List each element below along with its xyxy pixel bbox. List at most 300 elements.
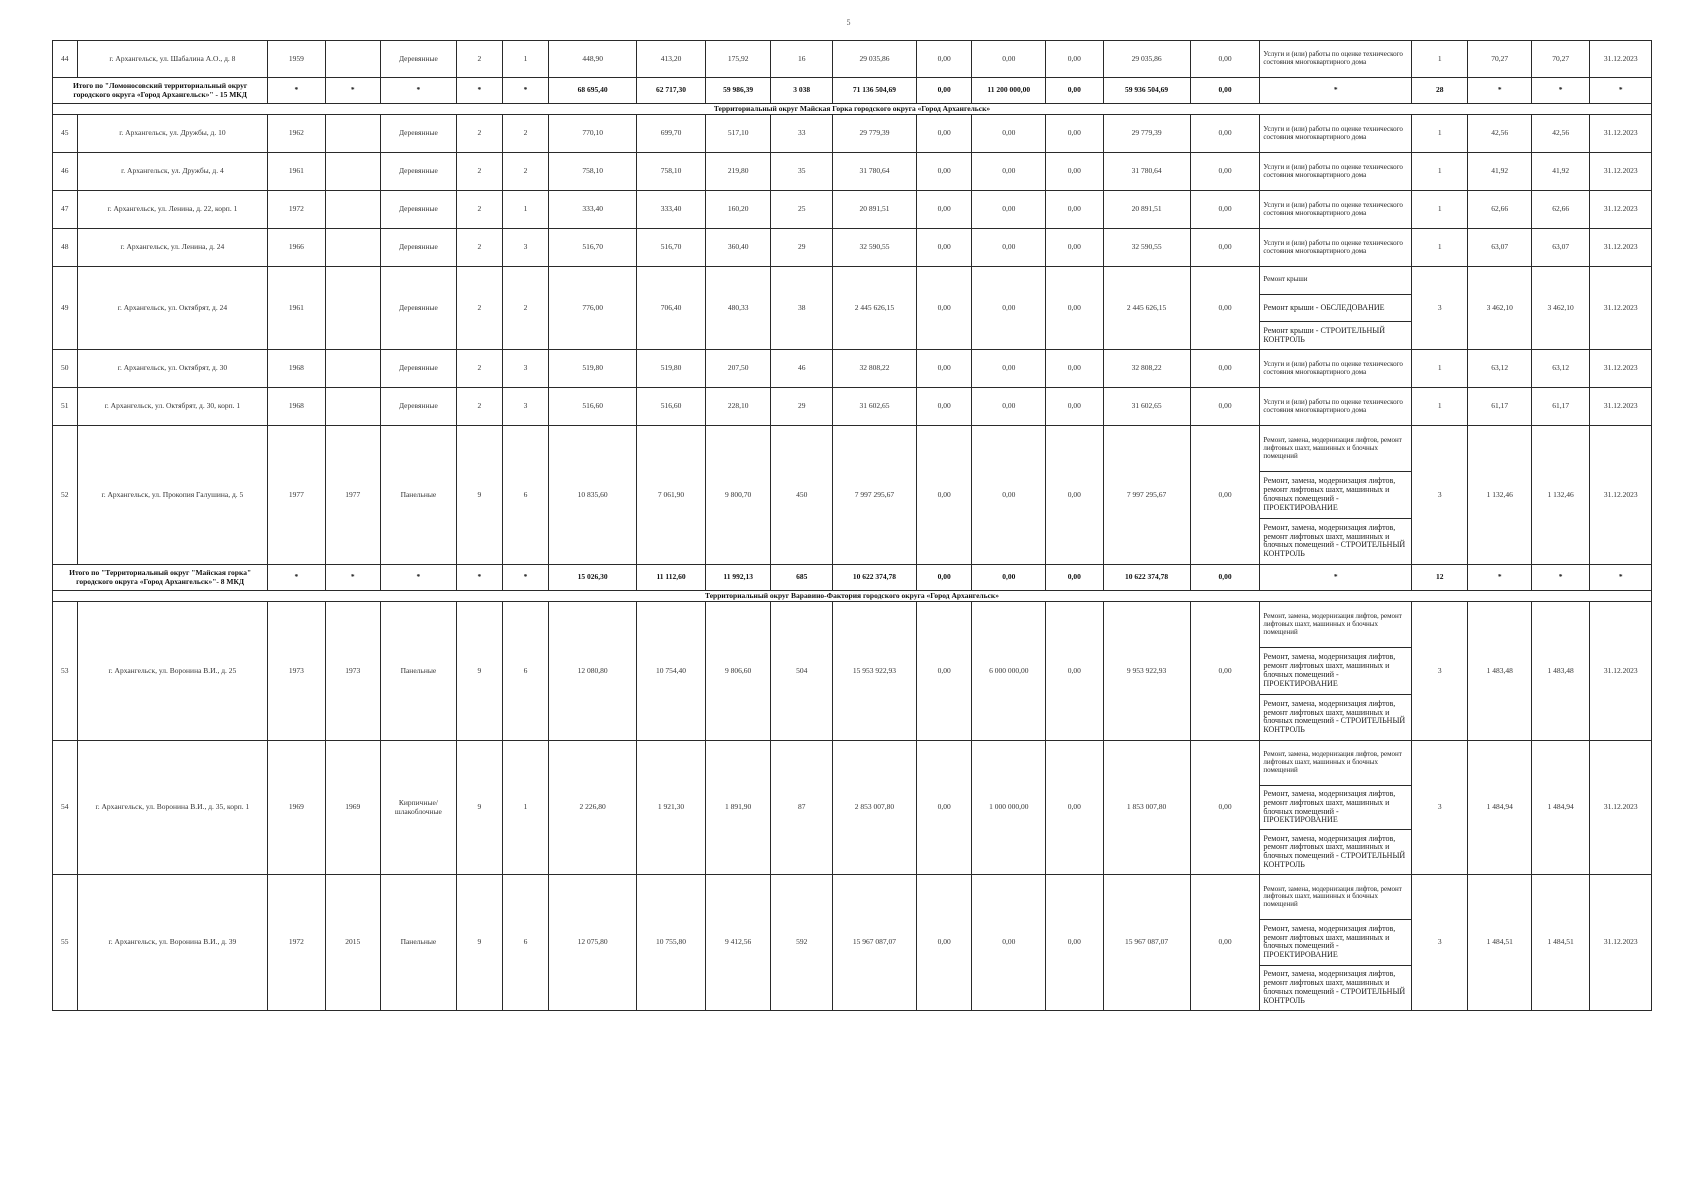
- work-item: Ремонт, замена, модернизация лифтов, ремонт лифтовых шахт, машинных и блочных помещений: [1263, 884, 1402, 908]
- cell-area-living: 758,10: [637, 153, 706, 191]
- table-body: [53, 41, 1652, 1011]
- cell-addr: г. Архангельск, ул. Шабалина А.О., д. 8: [77, 41, 268, 78]
- cell-cost-sqm: 63,07: [1468, 229, 1532, 267]
- cell-area-common: 480,33: [705, 267, 771, 350]
- cell-addr: г. Архангельск, ул. Воронина В.И., д. 35, корп. 1: [77, 741, 268, 875]
- cell-c-reg: 0,00: [972, 153, 1046, 191]
- work-item: Ремонт, замена, модернизация лифтов, ремонт лифтовых шахт, машинных и блочных помещений - СТРОИТЕЛЬНЫЙ КОНТРОЛЬ: [1260, 518, 1411, 564]
- subtotal-residents: 685: [771, 565, 833, 591]
- cell-floors: 2: [456, 191, 502, 229]
- cell-area-total: 770,10: [549, 115, 637, 153]
- work-item: Ремонт, замена, модернизация лифтов, ремонт лифтовых шахт, машинных и блочных помещений - СТРОИТЕЛЬНЫЙ КОНТРОЛЬ: [1260, 965, 1411, 1010]
- subtotal-c-mun: 0,00: [1046, 565, 1103, 591]
- cell-area-common: 228,10: [705, 388, 771, 426]
- cell-cost-sqm: 62,66: [1468, 191, 1532, 229]
- subtotal-c-fed: 0,00: [917, 565, 972, 591]
- cell-cost-total: 29 035,86: [832, 41, 916, 78]
- cell-area-living: 413,20: [637, 41, 706, 78]
- subtotal-cost-total: 10 622 374,78: [832, 565, 916, 591]
- cell-material: Деревянные: [380, 388, 456, 426]
- table-row: [53, 602, 1652, 741]
- cell-works-count: 1: [1412, 115, 1468, 153]
- cell-limit-sqm: 42,56: [1531, 115, 1589, 153]
- cell-works-count: 1: [1412, 41, 1468, 78]
- placeholder-cell: *: [456, 565, 502, 591]
- cell-deadline: 31.12.2023: [1590, 602, 1652, 741]
- cell-cost-sqm: 63,12: [1468, 350, 1532, 388]
- subtotal-works-count: 12: [1412, 565, 1468, 591]
- cell-addr: г. Архангельск, ул. Ленина, д. 24: [77, 229, 268, 267]
- work-item: Услуги и (или) работы по оценке технического состояния многоквартирного дома: [1263, 200, 1403, 217]
- cell-limit-sqm: 1 483,48: [1531, 602, 1589, 741]
- cell-floors: 2: [456, 388, 502, 426]
- work-item: Услуги и (или) работы по оценке технического состояния многоквартирного дома: [1263, 162, 1403, 179]
- cell-c-fed: 0,00: [917, 388, 972, 426]
- cell-area-total: 519,80: [549, 350, 637, 388]
- cell-no: 51: [53, 388, 78, 426]
- cell-works-count: 1: [1412, 350, 1468, 388]
- cell-cost-sqm: 3 462,10: [1468, 267, 1532, 350]
- work-item: Ремонт крыши - ОБСЛЕДОВАНИЕ: [1260, 294, 1411, 322]
- cell-addr: г. Архангельск, ул. Октябрят, д. 30, корп. 1: [77, 388, 268, 426]
- cell-year-built: 1961: [268, 267, 325, 350]
- cell-cost-total: 15 953 922,93: [832, 602, 916, 741]
- cell-c-mun: 0,00: [1046, 426, 1103, 565]
- cell-limit-sqm: 70,27: [1531, 41, 1589, 78]
- cell-c-fed: 0,00: [917, 741, 972, 875]
- cell-works-count: 1: [1412, 388, 1468, 426]
- placeholder-cell: *: [502, 565, 548, 591]
- cell-year-built: 1977: [268, 426, 325, 565]
- cell-floors: 9: [456, 602, 502, 741]
- cell-year-recon: [325, 388, 380, 426]
- cell-limit-sqm: 63,07: [1531, 229, 1589, 267]
- cell-works-count: 3: [1412, 426, 1468, 565]
- work-item: Ремонт, замена, модернизация лифтов, ремонт лифтовых шахт, машинных и блочных помещений - СТРОИТЕЛЬНЫЙ КОНТРОЛЬ: [1260, 694, 1411, 740]
- cell-c-own: 29 779,39: [1103, 115, 1190, 153]
- cell-area-common: 9 800,70: [705, 426, 771, 565]
- placeholder-cell: *: [380, 565, 456, 591]
- cell-limit-sqm: 1 484,51: [1531, 875, 1589, 1011]
- cell-cost-sqm: 1 484,51: [1468, 875, 1532, 1011]
- cell-area-living: 1 921,30: [637, 741, 706, 875]
- cell-floors: 9: [456, 875, 502, 1011]
- cell-no: 55: [53, 875, 78, 1011]
- cell-area-living: 333,40: [637, 191, 706, 229]
- cell-works: [1260, 153, 1412, 191]
- work-item: Услуги и (или) работы по оценке технического состояния многоквартирного дома: [1263, 397, 1403, 414]
- table-row: [53, 267, 1652, 350]
- subtotal-c-reg: 0,00: [972, 565, 1046, 591]
- cell-c-mun: 0,00: [1046, 875, 1103, 1011]
- subtotal-c-fed: 0,00: [917, 78, 972, 104]
- cell-works: [1260, 115, 1412, 153]
- cell-deadline: 31.12.2023: [1590, 41, 1652, 78]
- cell-c-fed: 0,00: [917, 350, 972, 388]
- cell-c-mun: 0,00: [1046, 229, 1103, 267]
- subtotal-area-common: 59 986,39: [705, 78, 771, 104]
- placeholder-cell: *: [1260, 565, 1412, 591]
- cell-year-recon: [325, 115, 380, 153]
- cell-no: 53: [53, 602, 78, 741]
- table-row: [53, 153, 1652, 191]
- cell-c-own: 9 953 922,93: [1103, 602, 1190, 741]
- cell-c-fed: 0,00: [917, 875, 972, 1011]
- cell-no: 48: [53, 229, 78, 267]
- cell-works: [1260, 875, 1412, 1011]
- cell-year-built: 1959: [268, 41, 325, 78]
- cell-area-total: 516,60: [549, 388, 637, 426]
- table-row: [53, 388, 1652, 426]
- subtotal-label: Итого по "Территориальный округ "Майская горка" городского округа «Город Архангельск»"- 8 МКД: [53, 565, 268, 591]
- cell-addr: г. Архангельск, ул. Ленина, д. 22, корп. 1: [77, 191, 268, 229]
- cell-c-reg: 6 000 000,00: [972, 602, 1046, 741]
- cell-floors: 2: [456, 350, 502, 388]
- subtotal-row: [53, 78, 1652, 104]
- subtotal-area-total: 15 026,30: [549, 565, 637, 591]
- cell-c-reg: 0,00: [972, 350, 1046, 388]
- cell-residents: 450: [771, 426, 833, 565]
- cell-area-total: 516,70: [549, 229, 637, 267]
- cell-area-total: 12 080,80: [549, 602, 637, 741]
- cell-no: 45: [53, 115, 78, 153]
- work-item: Услуги и (или) работы по оценке технического состояния многоквартирного дома: [1263, 124, 1403, 141]
- cell-cost-sqm: 42,56: [1468, 115, 1532, 153]
- cell-c-reg: 0,00: [972, 115, 1046, 153]
- cell-c-reg: 0,00: [972, 267, 1046, 350]
- cell-area-total: 448,90: [549, 41, 637, 78]
- cell-cost-total: 20 891,51: [832, 191, 916, 229]
- cell-year-recon: [325, 153, 380, 191]
- subtotal-cost-total: 71 136 504,69: [832, 78, 916, 104]
- cell-area-total: 10 835,60: [549, 426, 637, 565]
- table-row: [53, 875, 1652, 1011]
- cell-year-built: 1973: [268, 602, 325, 741]
- cell-area-living: 519,80: [637, 350, 706, 388]
- cell-material: Деревянные: [380, 153, 456, 191]
- cell-works: [1260, 350, 1412, 388]
- cell-floors: 2: [456, 41, 502, 78]
- cell-works: [1260, 741, 1412, 875]
- cell-c-fed: 0,00: [917, 191, 972, 229]
- cell-area-living: 706,40: [637, 267, 706, 350]
- subtotal-label: Итого по "Ломоносовский территориальный округ городского округа «Город Архангельск»" - 15 МКД: [53, 78, 268, 104]
- cell-residents: 16: [771, 41, 833, 78]
- placeholder-cell: *: [268, 565, 325, 591]
- cell-residents: 35: [771, 153, 833, 191]
- cell-cost-sqm: 1 483,48: [1468, 602, 1532, 741]
- placeholder-cell: *: [1260, 78, 1412, 104]
- cell-limit-sqm: 62,66: [1531, 191, 1589, 229]
- cell-addr: г. Архангельск, ул. Октябрят, д. 30: [77, 350, 268, 388]
- cell-material: Панельные: [380, 602, 456, 741]
- cell-area-common: 1 891,90: [705, 741, 771, 875]
- cell-cost-total: 15 967 087,07: [832, 875, 916, 1011]
- cell-c-own: 31 780,64: [1103, 153, 1190, 191]
- work-item: Ремонт, замена, модернизация лифтов, ремонт лифтовых шахт, машинных и блочных помещений: [1263, 436, 1402, 460]
- cell-works-count: 3: [1412, 267, 1468, 350]
- cell-no: 49: [53, 267, 78, 350]
- cell-year-built: 1972: [268, 875, 325, 1011]
- cell-c-reg: 0,00: [972, 388, 1046, 426]
- cell-material: Панельные: [380, 426, 456, 565]
- cell-residents: 38: [771, 267, 833, 350]
- work-item: Услуги и (или) работы по оценке технического состояния многоквартирного дома: [1263, 50, 1403, 66]
- cell-limit-sqm: 1 484,94: [1531, 741, 1589, 875]
- subtotal-area-living: 11 112,60: [637, 565, 706, 591]
- cell-c-mun: 0,00: [1046, 741, 1103, 875]
- section-title: Территориальный округ Майская Горка городского округа «Город Архангельск»: [53, 104, 1652, 115]
- cell-works-count: 3: [1412, 875, 1468, 1011]
- cell-residents: 46: [771, 350, 833, 388]
- subtotal-c-mun: 0,00: [1046, 78, 1103, 104]
- cell-entrances: 3: [502, 229, 548, 267]
- cell-c-mun: 0,00: [1046, 191, 1103, 229]
- cell-area-common: 9 806,60: [705, 602, 771, 741]
- work-item: Услуги и (или) работы по оценке технического состояния многоквартирного дома: [1263, 238, 1403, 255]
- cell-area-common: 160,20: [705, 191, 771, 229]
- cell-cost-total: 31 602,65: [832, 388, 916, 426]
- cell-cost-total: 7 997 295,67: [832, 426, 916, 565]
- cell-area-total: 12 075,80: [549, 875, 637, 1011]
- cell-entrances: 2: [502, 153, 548, 191]
- cell-floors: 9: [456, 426, 502, 565]
- cell-c-fed: 0,00: [917, 267, 972, 350]
- cell-year-recon: 2015: [325, 875, 380, 1011]
- cell-c-own: 1 853 007,80: [1103, 741, 1190, 875]
- cell-addr: г. Архангельск, ул. Дружбы, д. 10: [77, 115, 268, 153]
- section-header-row: [53, 104, 1652, 115]
- cell-area-common: 9 412,56: [705, 875, 771, 1011]
- cell-deadline: 31.12.2023: [1590, 153, 1652, 191]
- cell-no: 50: [53, 350, 78, 388]
- cell-deadline: 31.12.2023: [1590, 229, 1652, 267]
- subtotal-c-reg: 11 200 000,00: [972, 78, 1046, 104]
- cell-cost-total: 32 590,55: [832, 229, 916, 267]
- cell-entrances: 3: [502, 388, 548, 426]
- cell-year-recon: [325, 350, 380, 388]
- placeholder-cell: *: [1531, 78, 1589, 104]
- cell-limit-sqm: 3 462,10: [1531, 267, 1589, 350]
- section-title: Территориальный округ Варавино-Фактория городского округа «Город Архангельск»: [53, 591, 1652, 602]
- cell-material: Деревянные: [380, 229, 456, 267]
- cell-c-fed: 0,00: [917, 602, 972, 741]
- cell-c-own: 31 602,65: [1103, 388, 1190, 426]
- cell-material: Деревянные: [380, 267, 456, 350]
- cell-deadline: 31.12.2023: [1590, 350, 1652, 388]
- cell-entrances: 2: [502, 115, 548, 153]
- cell-year-built: 1968: [268, 388, 325, 426]
- cell-c-own: 7 997 295,67: [1103, 426, 1190, 565]
- cell-cost-total: 32 808,22: [832, 350, 916, 388]
- cell-no: 46: [53, 153, 78, 191]
- table-row: [53, 191, 1652, 229]
- cell-works-count: 1: [1412, 229, 1468, 267]
- cell-year-built: 1966: [268, 229, 325, 267]
- cell-works: [1260, 267, 1412, 350]
- cell-c-other: 0,00: [1190, 426, 1260, 565]
- cell-material: Деревянные: [380, 115, 456, 153]
- cell-area-common: 219,80: [705, 153, 771, 191]
- cell-residents: 33: [771, 115, 833, 153]
- table-row: [53, 41, 1652, 78]
- cell-c-own: 15 967 087,07: [1103, 875, 1190, 1011]
- cell-works: [1260, 426, 1412, 565]
- cell-material: Панельные: [380, 875, 456, 1011]
- cell-c-other: 0,00: [1190, 388, 1260, 426]
- cell-area-common: 360,40: [705, 229, 771, 267]
- cell-area-living: 7 061,90: [637, 426, 706, 565]
- cell-deadline: 31.12.2023: [1590, 267, 1652, 350]
- cell-area-living: 516,60: [637, 388, 706, 426]
- cell-area-living: 516,70: [637, 229, 706, 267]
- cell-material: Деревянные: [380, 41, 456, 78]
- cell-floors: 2: [456, 229, 502, 267]
- cell-area-total: 333,40: [549, 191, 637, 229]
- cell-limit-sqm: 61,17: [1531, 388, 1589, 426]
- cell-works-count: 3: [1412, 602, 1468, 741]
- cell-c-other: 0,00: [1190, 41, 1260, 78]
- cell-no: 47: [53, 191, 78, 229]
- placeholder-cell: *: [1590, 565, 1652, 591]
- cell-c-mun: 0,00: [1046, 602, 1103, 741]
- cell-deadline: 31.12.2023: [1590, 875, 1652, 1011]
- cell-year-recon: [325, 191, 380, 229]
- cell-year-recon: 1973: [325, 602, 380, 741]
- cell-entrances: 6: [502, 602, 548, 741]
- cell-c-mun: 0,00: [1046, 41, 1103, 78]
- cell-year-recon: [325, 229, 380, 267]
- cell-residents: 25: [771, 191, 833, 229]
- cell-year-recon: [325, 267, 380, 350]
- section-header-row: [53, 591, 1652, 602]
- cell-limit-sqm: 63,12: [1531, 350, 1589, 388]
- cell-material: Деревянные: [380, 350, 456, 388]
- cell-year-built: 1968: [268, 350, 325, 388]
- cell-floors: 2: [456, 115, 502, 153]
- cell-c-other: 0,00: [1190, 350, 1260, 388]
- cell-year-built: 1972: [268, 191, 325, 229]
- cell-works-count: 1: [1412, 153, 1468, 191]
- cell-works: [1260, 41, 1412, 78]
- cell-area-common: 517,10: [705, 115, 771, 153]
- work-item: Ремонт, замена, модернизация лифтов, ремонт лифтовых шахт, машинных и блочных помещений - ПРОЕКТИРОВАНИЕ: [1260, 919, 1411, 964]
- placeholder-cell: *: [325, 565, 380, 591]
- cell-c-fed: 0,00: [917, 426, 972, 565]
- cell-deadline: 31.12.2023: [1590, 741, 1652, 875]
- cell-entrances: 1: [502, 741, 548, 875]
- cell-c-mun: 0,00: [1046, 388, 1103, 426]
- cell-year-built: 1969: [268, 741, 325, 875]
- subtotal-area-total: 68 695,40: [549, 78, 637, 104]
- cell-c-own: 32 808,22: [1103, 350, 1190, 388]
- cell-c-fed: 0,00: [917, 153, 972, 191]
- cell-residents: 87: [771, 741, 833, 875]
- cell-area-common: 207,50: [705, 350, 771, 388]
- cell-deadline: 31.12.2023: [1590, 388, 1652, 426]
- cell-c-own: 2 445 626,15: [1103, 267, 1190, 350]
- placeholder-cell: *: [325, 78, 380, 104]
- cell-addr: г. Архангельск, ул. Октябрят, д. 24: [77, 267, 268, 350]
- cell-residents: 29: [771, 229, 833, 267]
- cell-entrances: 6: [502, 426, 548, 565]
- work-item: Ремонт, замена, модернизация лифтов, ремонт лифтовых шахт, машинных и блочных помещений - ПРОЕКТИРОВАНИЕ: [1260, 785, 1411, 830]
- subtotal-row: [53, 565, 1652, 591]
- table-row: [53, 426, 1652, 565]
- cell-addr: г. Архангельск, ул. Прокопия Галушина, д. 5: [77, 426, 268, 565]
- cell-residents: 29: [771, 388, 833, 426]
- work-item: Ремонт, замена, модернизация лифтов, ремонт лифтовых шахт, машинных и блочных помещений - ПРОЕКТИРОВАНИЕ: [1260, 471, 1411, 517]
- work-item: Ремонт, замена, модернизация лифтов, ремонт лифтовых шахт, машинных и блочных помещений - СТРОИТЕЛЬНЫЙ КОНТРОЛЬ: [1260, 829, 1411, 874]
- cell-addr: г. Архангельск, ул. Дружбы, д. 4: [77, 153, 268, 191]
- cell-c-mun: 0,00: [1046, 267, 1103, 350]
- subtotal-residents: 3 038: [771, 78, 833, 104]
- cell-year-built: 1962: [268, 115, 325, 153]
- cell-c-other: 0,00: [1190, 191, 1260, 229]
- cell-cost-sqm: 61,17: [1468, 388, 1532, 426]
- work-item: Услуги и (или) работы по оценке технического состояния многоквартирного дома: [1263, 359, 1403, 376]
- placeholder-cell: *: [1531, 565, 1589, 591]
- placeholder-cell: *: [502, 78, 548, 104]
- cell-c-own: 32 590,55: [1103, 229, 1190, 267]
- cell-residents: 592: [771, 875, 833, 1011]
- placeholder-cell: *: [1468, 565, 1532, 591]
- cell-c-own: 29 035,86: [1103, 41, 1190, 78]
- cell-area-common: 175,92: [705, 41, 771, 78]
- cell-deadline: 31.12.2023: [1590, 191, 1652, 229]
- cell-year-built: 1961: [268, 153, 325, 191]
- cell-works: [1260, 388, 1412, 426]
- cell-year-recon: 1969: [325, 741, 380, 875]
- cell-floors: 2: [456, 267, 502, 350]
- table-row: [53, 741, 1652, 875]
- cell-year-recon: 1977: [325, 426, 380, 565]
- cell-cost-total: 2 445 626,15: [832, 267, 916, 350]
- cell-c-mun: 0,00: [1046, 115, 1103, 153]
- subtotal-area-living: 62 717,30: [637, 78, 706, 104]
- cell-material: Кирпичные/ шлакоблочные: [380, 741, 456, 875]
- work-item: Ремонт крыши - СТРОИТЕЛЬНЫЙ КОНТРОЛЬ: [1260, 321, 1411, 349]
- table-row: [53, 115, 1652, 153]
- work-item: Ремонт, замена, модернизация лифтов, ремонт лифтовых шахт, машинных и блочных помещений: [1263, 612, 1402, 636]
- cell-cost-sqm: 1 484,94: [1468, 741, 1532, 875]
- cell-material: Деревянные: [380, 191, 456, 229]
- cell-entrances: 1: [502, 191, 548, 229]
- cell-c-other: 0,00: [1190, 602, 1260, 741]
- cell-c-reg: 0,00: [972, 875, 1046, 1011]
- cell-cost-sqm: 41,92: [1468, 153, 1532, 191]
- cell-c-other: 0,00: [1190, 115, 1260, 153]
- cell-area-living: 699,70: [637, 115, 706, 153]
- cell-entrances: 1: [502, 41, 548, 78]
- cell-no: 52: [53, 426, 78, 565]
- cell-c-reg: 0,00: [972, 191, 1046, 229]
- cell-limit-sqm: 1 132,46: [1531, 426, 1589, 565]
- cell-floors: 2: [456, 153, 502, 191]
- cell-year-recon: [325, 41, 380, 78]
- cell-floors: 9: [456, 741, 502, 875]
- cell-addr: г. Архангельск, ул. Воронина В.И., д. 39: [77, 875, 268, 1011]
- cell-works: [1260, 191, 1412, 229]
- cell-works-count: 3: [1412, 741, 1468, 875]
- cell-c-fed: 0,00: [917, 229, 972, 267]
- cell-c-other: 0,00: [1190, 229, 1260, 267]
- cell-cost-total: 29 779,39: [832, 115, 916, 153]
- cell-c-other: 0,00: [1190, 875, 1260, 1011]
- cell-deadline: 31.12.2023: [1590, 426, 1652, 565]
- cell-c-mun: 0,00: [1046, 153, 1103, 191]
- cell-no: 44: [53, 41, 78, 78]
